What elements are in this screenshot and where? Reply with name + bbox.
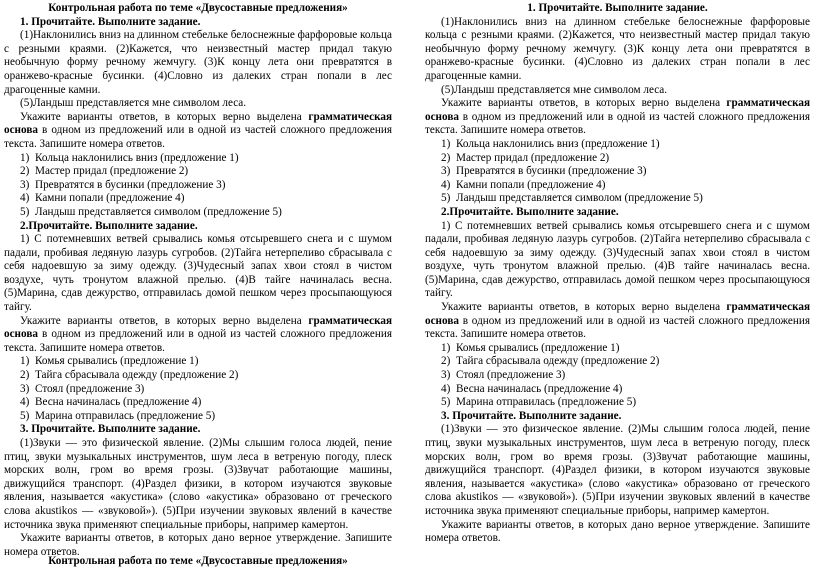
right-column <box>425 2 810 546</box>
task1-text-sentence5: (5)Ландыш представляется мне символом леса. <box>20 97 247 110</box>
list-item: 3) Стоял (предложение 3) <box>441 369 566 382</box>
task2-heading: 2.Прочитайте. Выполните задание. <box>441 205 619 218</box>
list-item: 4) Весна начиналась (предложение 4) <box>20 396 202 409</box>
list-item: 3) Превратятся в бусинки (предложение 3) <box>441 165 647 178</box>
task3-text: (1)Звуки — это физической явление. (2)Мы слышим голоса людей, пение птиц, звуки музыкальных инструментов, шум леса в ветреную погоду, плеск морских волн, гром во время грозы. (3)Звучат работающие машины, движущийся транспорт. (4)Раздел физики, в котором изучаются звуковые явления, называется «акустика» (слово «акустика» образовано от греческого слова akustikos — «звуковой»). (5)При изучении звуковых явлений в качестве источника звука применяют специальные приборы, например камертон. <box>4 437 392 531</box>
left-column <box>4 2 392 559</box>
list-item: 3) Превратятся в бусинки (предложение 3) <box>20 178 226 191</box>
task1-options <box>425 138 810 206</box>
list-item: 5) Ландыш представляется символом (предложение 5) <box>441 192 703 205</box>
task2-options <box>4 355 392 423</box>
task1-options <box>4 152 392 220</box>
task3-heading: 3. Прочитайте. Выполните задание. <box>441 409 622 422</box>
list-item: 2) Тайга сбрасывала одежду (предложение 2) <box>20 369 239 382</box>
task3-heading: 3. Прочитайте. Выполните задание. <box>20 423 201 436</box>
task2-question: Укажите варианты ответов, в которых верно выделена грамматическая основа в одном из предложений или в одной из частей сложного предложения текста. Запишите номера ответов. <box>4 314 392 354</box>
list-item: 1) Комья срывались (предложение 1) <box>441 341 620 354</box>
task1-heading: 1. Прочитайте. Выполните задание. <box>20 15 201 28</box>
task3-question: Укажите варианты ответов, в которых дано верное утверждение. Запишите номера ответов. <box>425 518 810 545</box>
task1-question: Укажите варианты ответов, в которых верно выделена грамматическая основа в одном из предложений или в одной из частей сложного предложения текста. Запишите номера ответов. <box>4 110 392 150</box>
list-item: 5) Марина отправилась (предложение 5) <box>20 409 216 422</box>
list-item: 4) Камни попали (предложение 4) <box>20 192 185 205</box>
list-item: 1) Кольца наклонились вниз (предложение 1) <box>441 137 660 150</box>
list-item: 5) Ландыш представляется символом (предложение 5) <box>20 205 282 218</box>
task1-text: (1)Наклонились вниз на длинном стебельке белоснежные фарфоровые кольца с резными краями. (2)Кажется, что неизвестный мастер придал такую необычную форму речному жемчугу. (3)К концу лета они превратятся в оранжево-красные бусинки. (4)Словно из далеких стран попали в лес драгоценные камни. <box>425 15 810 82</box>
task3-text: (1)Звуки — это физическое явление. (2)Мы слышим голоса людей, пение птиц, звуки музыкальных инструментов, шум леса в ветреную погоду, плеск морских волн, гром во время грозы. (3)Звучат работающие машины, движущийся транспорт. (4)Раздел физики, в котором изучаются звуковые явления, называется «акустика» (слово «акустика» образовано от греческого слова akustikos — «звуковой»). (5)При изучении звуковых явлений в качестве источника звука применяют специальные приборы, например камертон. <box>425 423 810 517</box>
worksheet-title: Контрольная работа по теме «Двусоставные предложения» <box>48 2 348 14</box>
task1-text: (1)Наклонились вниз на длинном стебельке белоснежные фарфоровые кольца с резными краями. (2)Кажется, что неизвестный мастер придал такую необычную форму речному жемчугу. (3)К концу лета они превратятся в оранжево-красные бусинки. (4)Словно из далеких стран попали в лес драгоценные камни. <box>4 29 392 96</box>
task2-text: 1) С потемневших ветвей срывались комья отсыревшего снега и с шумом падали, пробивая ледяную лазурь сугробов. (2)Тайга нетерпеливо сбрасывала с себя надоевшую за зиму одежду. (3)Чудесный запах хвои стоял в чистом воздухе, чуть тронутом влажной прелью. (4)В тайге начиналась весна. (5)Марина, сдав дежурство, отправилась домой пешком через просыпающуюся тайгу. <box>4 233 392 314</box>
list-item: 2) Мастер придал (предложение 2) <box>20 165 189 178</box>
task2-heading: 2.Прочитайте. Выполните задание. <box>20 219 198 232</box>
next-page-title: Контрольная работа по теме «Двусоставные предложения» <box>48 555 348 567</box>
list-item: 4) Весна начиналась (предложение 4) <box>441 382 623 395</box>
task1-text-sentence5: (5)Ландыш представляется мне символом леса. <box>441 83 668 96</box>
list-item: 5) Марина отправилась (предложение 5) <box>441 396 637 409</box>
list-item: 2) Тайга сбрасывала одежду (предложение 2) <box>441 355 660 368</box>
task1-question: Укажите варианты ответов, в которых верно выделена грамматическая основа в одном из предложений или в одной из частей сложного предложения текста. Запишите номера ответов. <box>425 97 810 137</box>
list-item: 2) Мастер придал (предложение 2) <box>441 151 610 164</box>
list-item: 3) Стоял (предложение 3) <box>20 382 145 395</box>
task2-question: Укажите варианты ответов, в которых верно выделена грамматическая основа в одном из предложений или в одной из частей сложного предложения текста. Запишите номера ответов. <box>425 301 810 341</box>
task2-text: 1) С потемневших ветвей срывались комья отсыревшего снега и с шумом падали, пробивая ледяную лазурь сугробов. (2)Тайга нетерпеливо сбрасывала с себя надоевшую за зиму одежду. (3)Чудесный запах хвои стоял в чистом воздухе, чуть тронутом влажной прелью. (4)В тайге начиналась весна. (5)Марина, сдав дежурство, отправилась домой пешком через просыпающуюся тайгу. <box>425 219 810 300</box>
list-item: 1) Комья срывались (предложение 1) <box>20 355 199 368</box>
task3-question: Укажите варианты ответов, в которых дано верное утверждение. Запишите номера ответов. <box>4 532 392 558</box>
task2-options <box>425 342 810 410</box>
list-item: 1) Кольца наклонились вниз (предложение 1) <box>20 151 239 164</box>
task1-heading: 1. Прочитайте. Выполните задание. <box>527 2 708 14</box>
list-item: 4) Камни попали (предложение 4) <box>441 178 606 191</box>
